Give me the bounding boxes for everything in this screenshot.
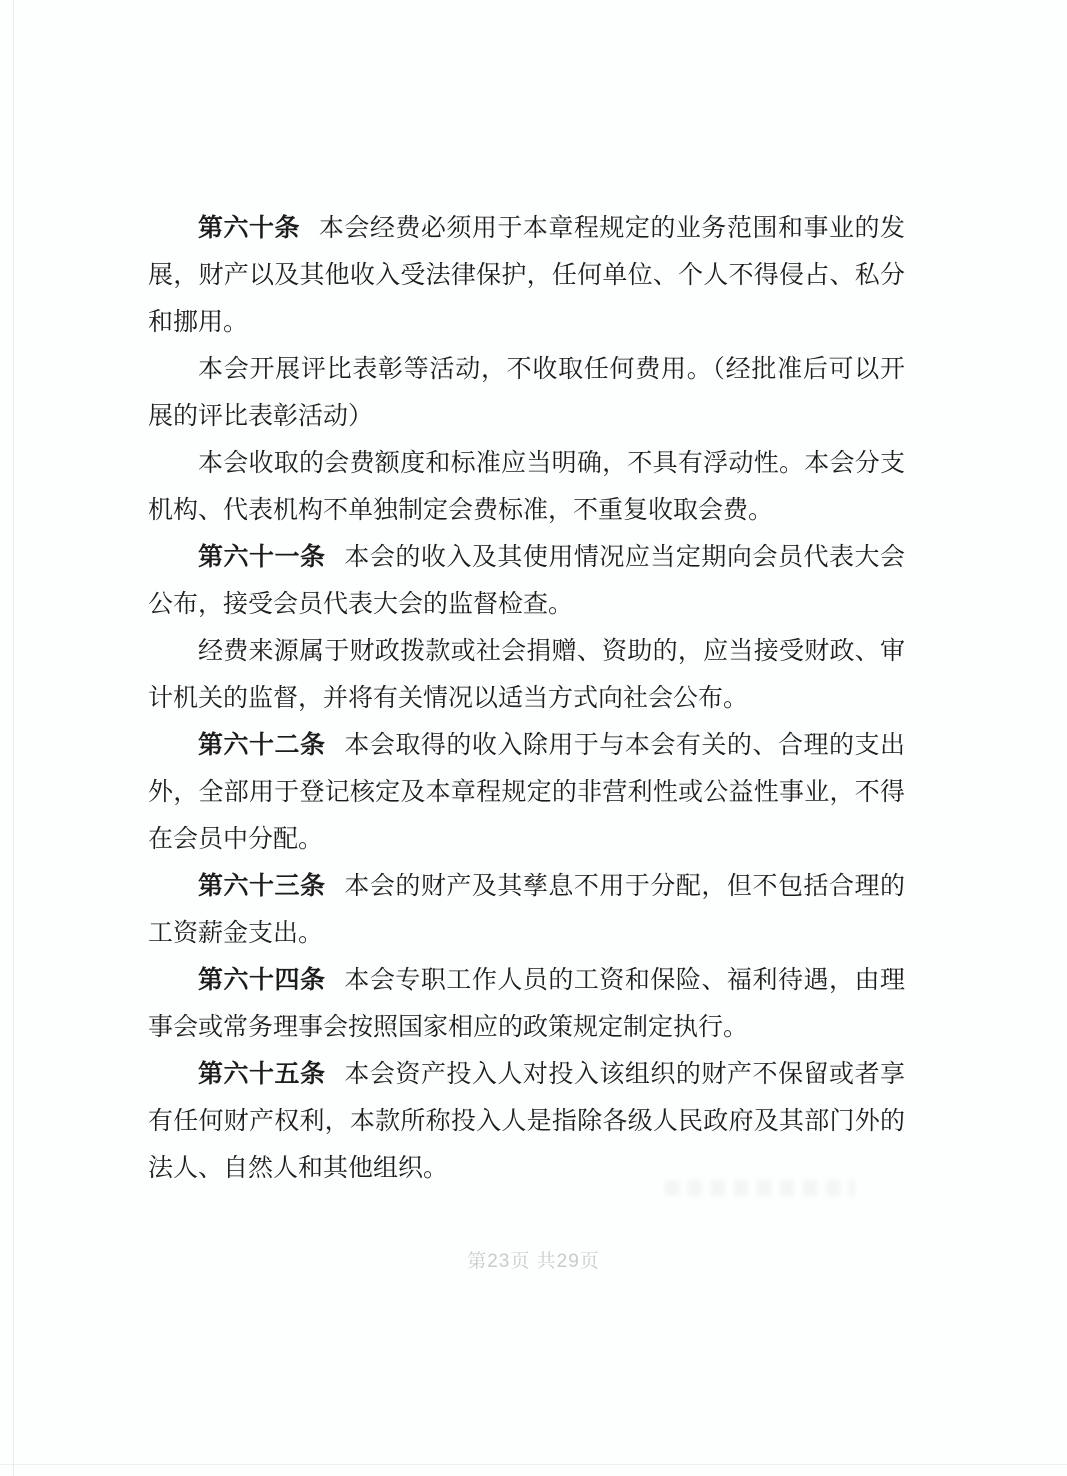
paragraph bbox=[148, 628, 905, 722]
paragraph-text: 经费来源属于财政拨款或社会捐赠、资助的，应当接受财政、审计机关的监督，并将有关情况以适当方式向社会公布。 bbox=[148, 638, 905, 712]
paragraph bbox=[148, 722, 905, 863]
paragraph bbox=[148, 205, 905, 346]
paragraph-text: 本会经费必须用于本章程规定的业务范围和事业的发展，财产以及其他收入受法律保护，任何单位、个人不得侵占、私分和挪用。 bbox=[148, 215, 905, 336]
paragraph bbox=[148, 1051, 905, 1192]
article-label: 第六十条 bbox=[198, 215, 301, 242]
paragraph bbox=[148, 957, 905, 1051]
paragraph-text: 本会开展评比表彰等活动，不收取任何费用。（经批准后可以开展的评比表彰活动） bbox=[148, 356, 905, 430]
page-footer bbox=[0, 1246, 1067, 1273]
scan-edge-bottom bbox=[0, 1464, 1067, 1465]
article-label: 第六十一条 bbox=[198, 544, 326, 571]
article-label: 第六十五条 bbox=[198, 1061, 326, 1088]
paragraph-text: 本会的财产及其孳息不用于分配，但不包括合理的工资薪金支出。 bbox=[148, 873, 905, 947]
paragraph-text: 本会专职工作人员的工资和保险、福利待遇，由理事会或常务理事会按照国家相应的政策规定制定执行。 bbox=[148, 967, 905, 1041]
paragraph bbox=[148, 346, 905, 440]
paragraph-text: 本会取得的收入除用于与本会有关的、合理的支出外，全部用于登记核定及本章程规定的非营利性或公益性事业，不得在会员中分配。 bbox=[148, 732, 905, 853]
paragraph bbox=[148, 863, 905, 957]
paragraph bbox=[148, 534, 905, 628]
article-label: 第六十三条 bbox=[198, 873, 326, 900]
paragraph-text: 本会的收入及其使用情况应当定期向会员代表大会公布，接受会员代表大会的监督检查。 bbox=[148, 544, 905, 618]
faint-watermark-artifact bbox=[665, 1180, 855, 1196]
paragraph bbox=[148, 440, 905, 534]
article-label: 第六十四条 bbox=[198, 967, 326, 994]
document-body bbox=[148, 205, 905, 1192]
page-indicator: 第23页 共29页 bbox=[467, 1251, 600, 1272]
paragraph-text: 本会资产投入人对投入该组织的财产不保留或者享有任何财产权利，本款所称投入人是指除各级人民政府及其部门外的法人、自然人和其他组织。 bbox=[148, 1061, 905, 1182]
paragraph-text: 本会收取的会费额度和标准应当明确，不具有浮动性。本会分支机构、代表机构不单独制定会费标准，不重复收取会费。 bbox=[148, 450, 905, 524]
article-label: 第六十二条 bbox=[198, 732, 326, 759]
